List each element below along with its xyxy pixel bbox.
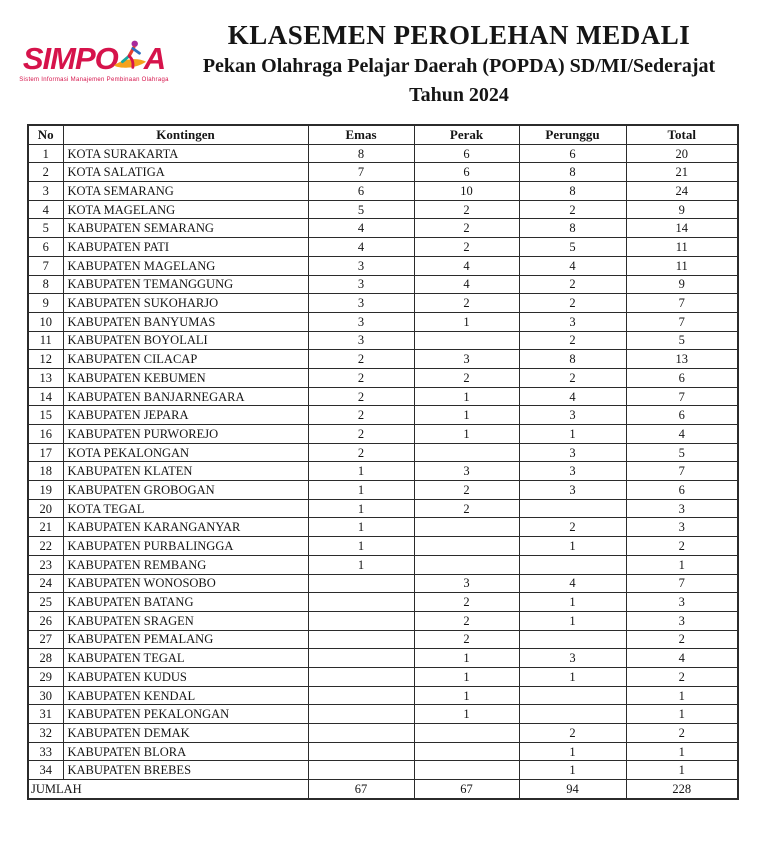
cell-no: 14 [28, 387, 63, 406]
cell-perunggu: 8 [519, 350, 626, 369]
cell-perak: 3 [414, 350, 519, 369]
cell-perak: 3 [414, 462, 519, 481]
cell-no: 33 [28, 742, 63, 761]
cell-kontingen: KABUPATEN BLORA [63, 742, 308, 761]
cell-kontingen: KABUPATEN JEPARA [63, 406, 308, 425]
cell-perak: 1 [414, 649, 519, 668]
cell-no: 6 [28, 238, 63, 257]
cell-perunggu: 3 [519, 649, 626, 668]
cell-emas: 3 [308, 294, 414, 313]
cell-no: 11 [28, 331, 63, 350]
table-row [28, 443, 738, 462]
cell-emas: 3 [308, 331, 414, 350]
cell-perunggu: 5 [519, 238, 626, 257]
cell-perunggu: 4 [519, 256, 626, 275]
cell-no: 2 [28, 163, 63, 182]
cell-no: 30 [28, 686, 63, 705]
jumlah-perak-total: 67 [414, 780, 519, 799]
cell-perunggu: 2 [519, 518, 626, 537]
cell-total: 7 [626, 462, 738, 481]
table-body [28, 144, 738, 779]
cell-kontingen: KABUPATEN MAGELANG [63, 256, 308, 275]
runner-icon [118, 38, 144, 73]
cell-no: 15 [28, 406, 63, 425]
table-row [28, 182, 738, 201]
cell-perak: 1 [414, 686, 519, 705]
cell-no: 3 [28, 182, 63, 201]
cell-total: 1 [626, 555, 738, 574]
cell-perunggu: 1 [519, 593, 626, 612]
cell-perunggu: 3 [519, 406, 626, 425]
table-header-row [28, 125, 738, 144]
cell-emas: 2 [308, 406, 414, 425]
cell-total: 7 [626, 312, 738, 331]
table-row [28, 742, 738, 761]
col-header-emas: Emas [308, 125, 414, 144]
cell-perak: 2 [414, 481, 519, 500]
cell-emas: 3 [308, 312, 414, 331]
cell-perunggu: 4 [519, 387, 626, 406]
table-row [28, 219, 738, 238]
cell-kontingen: KABUPATEN KLATEN [63, 462, 308, 481]
table-row [28, 724, 738, 743]
cell-kontingen: KOTA SURAKARTA [63, 144, 308, 163]
table-row [28, 611, 738, 630]
cell-perak: 4 [414, 275, 519, 294]
cell-emas [308, 724, 414, 743]
cell-kontingen: KOTA SALATIGA [63, 163, 308, 182]
cell-emas: 6 [308, 182, 414, 201]
table-row [28, 200, 738, 219]
cell-total: 14 [626, 219, 738, 238]
cell-total: 13 [626, 350, 738, 369]
title-block [172, 20, 746, 107]
cell-emas [308, 593, 414, 612]
cell-total: 6 [626, 406, 738, 425]
cell-emas [308, 630, 414, 649]
cell-no: 27 [28, 630, 63, 649]
cell-perak: 2 [414, 219, 519, 238]
cell-total: 3 [626, 611, 738, 630]
cell-emas: 2 [308, 368, 414, 387]
table-row [28, 761, 738, 780]
table-row [28, 462, 738, 481]
cell-perunggu: 2 [519, 331, 626, 350]
cell-no: 29 [28, 667, 63, 686]
cell-no: 23 [28, 555, 63, 574]
col-header-no: No [28, 125, 63, 144]
table-footer-row [28, 780, 738, 799]
cell-emas: 1 [308, 462, 414, 481]
cell-perak: 1 [414, 425, 519, 444]
cell-perunggu: 4 [519, 574, 626, 593]
table-row [28, 331, 738, 350]
cell-total: 5 [626, 331, 738, 350]
cell-no: 12 [28, 350, 63, 369]
cell-perak: 1 [414, 406, 519, 425]
cell-perunggu: 2 [519, 294, 626, 313]
cell-total: 11 [626, 256, 738, 275]
logo-text-right: A [143, 41, 166, 77]
cell-kontingen: KABUPATEN CILACAP [63, 350, 308, 369]
cell-total: 9 [626, 275, 738, 294]
cell-perak: 1 [414, 312, 519, 331]
cell-emas: 5 [308, 200, 414, 219]
table-row [28, 518, 738, 537]
cell-kontingen: KABUPATEN PURWOREJO [63, 425, 308, 444]
cell-perunggu: 2 [519, 368, 626, 387]
cell-no: 8 [28, 275, 63, 294]
cell-total: 3 [626, 518, 738, 537]
cell-perak [414, 555, 519, 574]
cell-total: 1 [626, 761, 738, 780]
table-row [28, 387, 738, 406]
cell-emas: 1 [308, 481, 414, 500]
cell-no: 20 [28, 499, 63, 518]
cell-emas: 2 [308, 425, 414, 444]
cell-no: 13 [28, 368, 63, 387]
cell-total: 6 [626, 481, 738, 500]
cell-kontingen: KABUPATEN PEKALONGAN [63, 705, 308, 724]
cell-emas [308, 649, 414, 668]
cell-no: 4 [28, 200, 63, 219]
cell-emas [308, 705, 414, 724]
cell-no: 25 [28, 593, 63, 612]
jumlah-grand-total: 228 [626, 780, 738, 799]
cell-perak: 2 [414, 611, 519, 630]
cell-perak: 10 [414, 182, 519, 201]
cell-total: 2 [626, 724, 738, 743]
table-row [28, 275, 738, 294]
simpora-logo [16, 20, 172, 83]
cell-kontingen: KOTA PEKALONGAN [63, 443, 308, 462]
cell-emas: 1 [308, 518, 414, 537]
jumlah-emas-total: 67 [308, 780, 414, 799]
cell-emas: 3 [308, 256, 414, 275]
cell-perak: 4 [414, 256, 519, 275]
table-row [28, 238, 738, 257]
cell-total: 5 [626, 443, 738, 462]
page-title: KLASEMEN PEROLEHAN MEDALI [227, 20, 691, 50]
cell-emas [308, 686, 414, 705]
page-subtitle: Pekan Olahraga Pelajar Daerah (POPDA) SD/MI/Sederajat [202, 55, 716, 78]
cell-perunggu: 8 [519, 163, 626, 182]
cell-perak [414, 742, 519, 761]
cell-kontingen: KABUPATEN PEMALANG [63, 630, 308, 649]
cell-no: 21 [28, 518, 63, 537]
cell-emas: 3 [308, 275, 414, 294]
cell-total: 6 [626, 368, 738, 387]
logo-tagline: Sistem Informasi Manajemen Pembinaan Olahraga [19, 77, 169, 83]
cell-kontingen: KOTA TEGAL [63, 499, 308, 518]
jumlah-label: JUMLAH [28, 780, 308, 799]
table-row [28, 537, 738, 556]
col-header-kontingen: Kontingen [63, 125, 308, 144]
cell-total: 4 [626, 425, 738, 444]
cell-kontingen: KABUPATEN SUKOHARJO [63, 294, 308, 313]
medal-table [27, 124, 739, 800]
cell-perunggu: 8 [519, 219, 626, 238]
cell-perunggu: 1 [519, 667, 626, 686]
table-row [28, 163, 738, 182]
table-row [28, 256, 738, 275]
cell-total: 4 [626, 649, 738, 668]
cell-emas [308, 611, 414, 630]
cell-kontingen: KABUPATEN TEMANGGUNG [63, 275, 308, 294]
cell-perak [414, 761, 519, 780]
table-row [28, 406, 738, 425]
cell-perunggu [519, 555, 626, 574]
cell-no: 9 [28, 294, 63, 313]
logo-text-left: SIMPO [22, 41, 118, 77]
cell-no: 5 [28, 219, 63, 238]
report-header [0, 0, 758, 107]
cell-total: 3 [626, 499, 738, 518]
cell-total: 2 [626, 537, 738, 556]
cell-perak: 2 [414, 593, 519, 612]
cell-perak [414, 518, 519, 537]
cell-kontingen: KABUPATEN REMBANG [63, 555, 308, 574]
cell-emas [308, 574, 414, 593]
cell-emas: 4 [308, 238, 414, 257]
cell-kontingen: KOTA SEMARANG [63, 182, 308, 201]
cell-kontingen: KABUPATEN BANYUMAS [63, 312, 308, 331]
cell-total: 1 [626, 686, 738, 705]
cell-perunggu: 8 [519, 182, 626, 201]
cell-total: 11 [626, 238, 738, 257]
cell-total: 1 [626, 705, 738, 724]
cell-emas: 8 [308, 144, 414, 163]
cell-emas: 1 [308, 537, 414, 556]
cell-kontingen: KABUPATEN KUDUS [63, 667, 308, 686]
cell-no: 7 [28, 256, 63, 275]
cell-total: 24 [626, 182, 738, 201]
table-row [28, 630, 738, 649]
cell-kontingen: KABUPATEN PURBALINGGA [63, 537, 308, 556]
cell-perak: 1 [414, 667, 519, 686]
table-row [28, 667, 738, 686]
cell-emas [308, 742, 414, 761]
cell-perunggu [519, 705, 626, 724]
cell-total: 1 [626, 742, 738, 761]
table-row [28, 144, 738, 163]
cell-perunggu: 3 [519, 312, 626, 331]
cell-perak: 1 [414, 705, 519, 724]
cell-emas [308, 761, 414, 780]
logo-wordmark [16, 38, 172, 77]
cell-no: 31 [28, 705, 63, 724]
cell-kontingen: KABUPATEN WONOSOBO [63, 574, 308, 593]
cell-kontingen: KABUPATEN KEBUMEN [63, 368, 308, 387]
cell-perak [414, 443, 519, 462]
cell-perak [414, 537, 519, 556]
cell-no: 16 [28, 425, 63, 444]
cell-perunggu: 3 [519, 443, 626, 462]
cell-no: 17 [28, 443, 63, 462]
cell-total: 7 [626, 574, 738, 593]
cell-no: 22 [28, 537, 63, 556]
cell-no: 1 [28, 144, 63, 163]
cell-kontingen: KABUPATEN BOYOLALI [63, 331, 308, 350]
cell-perunggu: 1 [519, 425, 626, 444]
table-row [28, 574, 738, 593]
table-row [28, 312, 738, 331]
cell-total: 20 [626, 144, 738, 163]
table-row [28, 368, 738, 387]
cell-kontingen: KABUPATEN TEGAL [63, 649, 308, 668]
jumlah-perunggu-total: 94 [519, 780, 626, 799]
cell-kontingen: KABUPATEN BANJARNEGARA [63, 387, 308, 406]
cell-kontingen: KABUPATEN PATI [63, 238, 308, 257]
cell-perak: 2 [414, 294, 519, 313]
cell-emas: 2 [308, 443, 414, 462]
cell-no: 18 [28, 462, 63, 481]
cell-emas: 7 [308, 163, 414, 182]
cell-total: 3 [626, 593, 738, 612]
col-header-perak: Perak [414, 125, 519, 144]
table-row [28, 649, 738, 668]
cell-perak: 6 [414, 144, 519, 163]
table-row [28, 555, 738, 574]
cell-perunggu: 2 [519, 724, 626, 743]
cell-total: 2 [626, 630, 738, 649]
cell-perak [414, 331, 519, 350]
cell-no: 10 [28, 312, 63, 331]
cell-perunggu: 3 [519, 462, 626, 481]
cell-kontingen: KABUPATEN BREBES [63, 761, 308, 780]
cell-no: 32 [28, 724, 63, 743]
table-row [28, 593, 738, 612]
cell-no: 28 [28, 649, 63, 668]
cell-perak: 2 [414, 200, 519, 219]
cell-perak: 2 [414, 499, 519, 518]
cell-kontingen: KOTA MAGELANG [63, 200, 308, 219]
table-row [28, 294, 738, 313]
table-row [28, 481, 738, 500]
cell-perunggu: 1 [519, 761, 626, 780]
cell-perunggu: 2 [519, 275, 626, 294]
cell-no: 24 [28, 574, 63, 593]
cell-perunggu: 2 [519, 200, 626, 219]
cell-total: 21 [626, 163, 738, 182]
page-year: Tahun 2024 [409, 84, 509, 107]
cell-perunggu [519, 686, 626, 705]
cell-emas: 2 [308, 350, 414, 369]
cell-no: 34 [28, 761, 63, 780]
cell-emas [308, 667, 414, 686]
cell-perak: 2 [414, 238, 519, 257]
cell-perunggu: 1 [519, 742, 626, 761]
cell-perak [414, 724, 519, 743]
cell-emas: 1 [308, 499, 414, 518]
cell-perak: 6 [414, 163, 519, 182]
cell-perunggu [519, 630, 626, 649]
cell-no: 19 [28, 481, 63, 500]
table-row [28, 686, 738, 705]
cell-kontingen: KABUPATEN DEMAK [63, 724, 308, 743]
table-row [28, 425, 738, 444]
cell-total: 7 [626, 387, 738, 406]
cell-perak: 1 [414, 387, 519, 406]
cell-kontingen: KABUPATEN GROBOGAN [63, 481, 308, 500]
cell-kontingen: KABUPATEN KARANGANYAR [63, 518, 308, 537]
table-row [28, 350, 738, 369]
cell-no: 26 [28, 611, 63, 630]
cell-total: 9 [626, 200, 738, 219]
cell-perunggu: 1 [519, 611, 626, 630]
cell-perunggu: 3 [519, 481, 626, 500]
cell-kontingen: KABUPATEN KENDAL [63, 686, 308, 705]
cell-total: 7 [626, 294, 738, 313]
cell-total: 2 [626, 667, 738, 686]
table-row [28, 705, 738, 724]
col-header-total: Total [626, 125, 738, 144]
cell-emas: 4 [308, 219, 414, 238]
cell-emas: 1 [308, 555, 414, 574]
cell-perunggu: 6 [519, 144, 626, 163]
cell-perunggu: 1 [519, 537, 626, 556]
col-header-perunggu: Perunggu [519, 125, 626, 144]
cell-kontingen: KABUPATEN SRAGEN [63, 611, 308, 630]
cell-perak: 2 [414, 630, 519, 649]
cell-kontingen: KABUPATEN SEMARANG [63, 219, 308, 238]
cell-perak: 2 [414, 368, 519, 387]
cell-emas: 2 [308, 387, 414, 406]
cell-perunggu [519, 499, 626, 518]
table-row [28, 499, 738, 518]
cell-perak: 3 [414, 574, 519, 593]
cell-kontingen: KABUPATEN BATANG [63, 593, 308, 612]
